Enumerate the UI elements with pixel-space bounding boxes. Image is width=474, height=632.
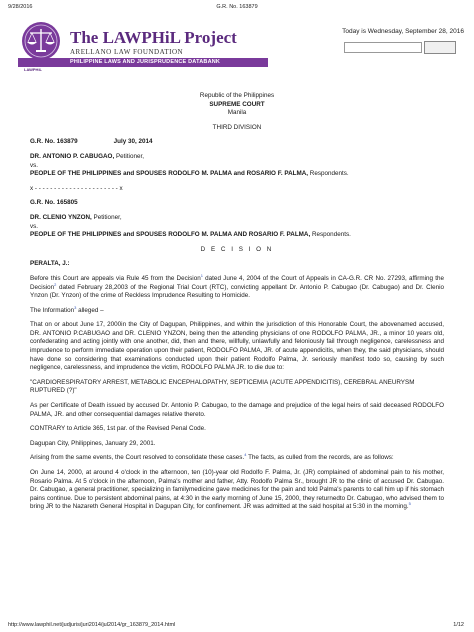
cause-of-death: "CARDIORESPIRATORY ARREST, METABOLIC ENCEPHALOPATHY, SEPTICEMIA (ACUTE APPENDICITIS), CEREBRAL ANEURYSM RUPTURED (?)" [30, 378, 415, 395]
footnote-3-link[interactable]: 3 [74, 304, 77, 310]
info-text-b: alleged – [76, 306, 104, 314]
paragraph-contrary: CONTRARY to Article 365, 1st par. of the Revised Penal Code. [30, 425, 206, 433]
paragraph-information: That on or about June 17, 2000in the City of Dagupan, Philippines, and within the jurisdiction of this Honorable Court, the abovenamed accused, DR. ANTONIO P.CABUGAO and DR. CLENIO YNZON, being then the attending physicians of one RODOLFO PALMA, JR., a minor 10 years old, confederating and acting jointly with one another, did, then and there, willfully, unlawfully and feloniously fail through negligence, carelessness and imprudence to perform immediate operation upon their patient, RODOLFO PALMA, JR. of acute appendicitis, when they, the said physicians, should have done so considering that examinations conducted upon their patient Rodolfo Palma, Jr. seriously manifest todo so, causing by such negligence, carelessness, and imprudence the victim, RODOLFO PALMA JR. to die due to: [30, 321, 444, 372]
case1-petitioner-line [30, 153, 444, 162]
search-button[interactable] [424, 41, 456, 54]
print-page-number: 1/12 [453, 622, 464, 628]
case1-gr: G.R. No. 163879 [30, 138, 78, 146]
p1-text-b: dated June 4, 2004 of the Court of Appeals in CA-G.R. CR No. 27293, affirming the Decision [30, 274, 444, 291]
case1-respondents-line [30, 170, 444, 179]
case2-vs: vs. [30, 222, 39, 230]
paragraph-1 [30, 272, 444, 301]
info-text-a: The Information [30, 306, 75, 314]
p1-text-a: Before this Court are appeals via Rule 45 from the Decision [30, 274, 201, 282]
case1-header [30, 138, 444, 147]
seal-label: LAWPHiL [24, 67, 42, 72]
footnote-4-link[interactable]: 4 [244, 452, 247, 458]
case1-petitioner: DR. ANTONIO P. CABUGAO, [30, 152, 115, 160]
case2-petitioner: DR. CLENIO YNZON, [30, 213, 92, 221]
case-separator: x - - - - - - - - - - - - - - - - - - - - - - x [30, 184, 123, 192]
footnote-2-link[interactable]: 2 [54, 281, 57, 287]
court-republic: Republic of the Philippines [199, 92, 275, 99]
court-city: Manila [227, 109, 247, 117]
today-date: Today is Wednesday, September 28, 2016 [342, 28, 464, 35]
case2-petitioner-line [30, 214, 444, 223]
footnote-1-link[interactable]: 1 [200, 272, 203, 278]
case2-respondents: PEOPLE OF THE PHILIPPINES and SPOUSES RODOLFO M. PALMA AND ROSARIO F. PALMA, [30, 231, 311, 239]
paragraph-dagupan: Dagupan City, Philippines, January 29, 2001. [30, 439, 156, 447]
paragraph-facts [30, 469, 444, 512]
brand-tagline-bar: PHILIPPINE LAWS AND JURISPRUDENCE DATABANK [18, 58, 268, 67]
p6-text-b: The facts, as culled from the records, are as follows: [246, 454, 394, 462]
print-date: 9/28/2016 [8, 4, 33, 10]
footnote-5-link[interactable]: 5 [408, 501, 411, 507]
case2-respondents-line [30, 231, 444, 240]
decision-body [30, 92, 444, 512]
case1-respondents-role: Respondents. [308, 170, 349, 178]
p7-text: On June 14, 2000, at around 4 o'clock in the afternoon, ten (10)-year old Rodolfo F. Palma, Jr. (JR) complained of abdominal pain to his mother, Rosario Palma. At 5 o'clock in the afternoon, Palma's mother and father, Atty. Rodolfo Palma Sr., brought JR to the clinic of accused Dr. Cabugao. Dr. Cabugao, a general practitioner, specializing in familymedicine gave medicines for the pain and told Palma's parents to call him up if his stomach pains continue. Due to persistent abdominal pains, at 4:30 in the early morning of June 15, 2000, they returnedto Dr. Cabugao, who advised them to bring JR to the Nazareth General Hospital in Dagupan City, for confinement. JR was admitted at the said hospital at 5:30 in the morning. [30, 469, 444, 511]
p1-text-c: dated February 28,2003 of the Regional Trial Court (RTC), convicting appellant Dr. Antonio P. Cabugao (Dr. Cabugao) and Dr. Clenio Ynzon (Dr. Ynzon) of the crime of Reckless Imprudence Resulting to Homicide. [30, 283, 444, 300]
case1-vs: vs. [30, 161, 39, 169]
brand-subtitle: ARELLANO LAW FOUNDATION [70, 48, 184, 56]
print-title: G.R. No. 163879 [216, 4, 258, 10]
paragraph-consolidate [30, 454, 444, 463]
search-input[interactable] [344, 42, 422, 53]
information-intro [30, 304, 444, 316]
court-name: SUPREME COURT [209, 100, 265, 108]
court-division: THIRD DIVISION [212, 123, 262, 131]
case2-respondents-role: Respondents. [310, 231, 351, 239]
p6-text-a: Arising from the same events, the Court resolved to consolidate these cases. [30, 454, 245, 462]
lawphil-logo[interactable] [18, 20, 278, 80]
case1-respondents: PEOPLE OF THE PHILIPPINES and SPOUSES RODOLFO M. PALMA and ROSARIO F. PALMA, [30, 170, 309, 178]
paragraph-certificate: As per Certificate of Death issued by accused Dr. Antonio P. Cabugao, to the damage and prejudice of the legal heirs of said deceased RODOLFO PALMA, JR. and other consequential damages relative thereto. [30, 402, 444, 418]
case1-petitioner-role: Petitioner, [114, 152, 144, 160]
case2-petitioner-role: Petitioner, [91, 213, 122, 221]
decision-heading: D E C I S I O N [200, 245, 274, 253]
brand-title: The LAWPHiL Project [70, 28, 237, 47]
case1-date: July 30, 2014 [113, 138, 153, 146]
ponente: PERALTA, J.: [30, 260, 70, 268]
case2-gr: G.R. No. 165805 [30, 199, 78, 207]
print-url: http://www.lawphil.net/judjuris/juri2014/jul2014/gr_163879_2014.html [8, 622, 176, 628]
